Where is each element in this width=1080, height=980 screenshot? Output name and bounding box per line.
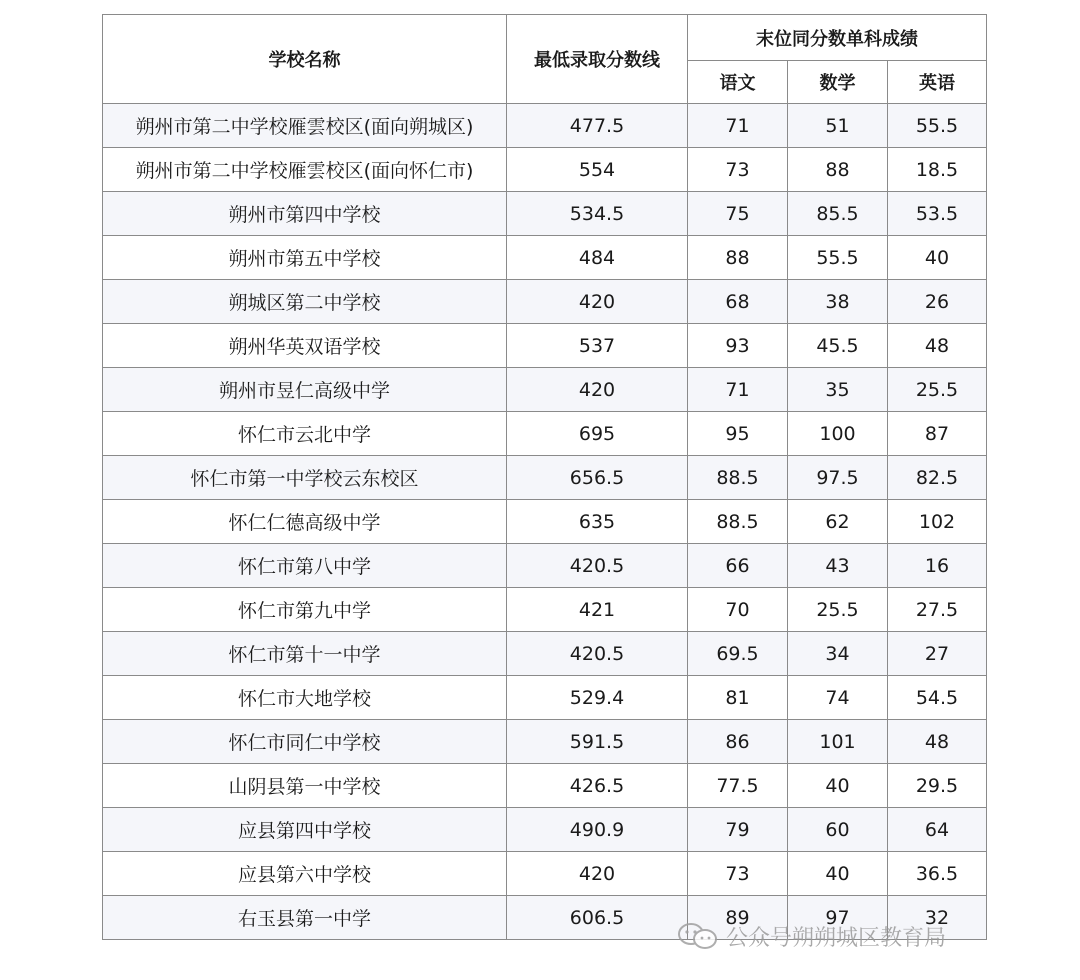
cell-min-score: 420 xyxy=(507,280,688,324)
cell-math: 34 xyxy=(788,632,888,676)
cell-math: 85.5 xyxy=(788,192,888,236)
table-row xyxy=(103,500,987,544)
cell-english: 25.5 xyxy=(888,368,987,412)
cell-min-score: 591.5 xyxy=(507,720,688,764)
cell-chinese: 89 xyxy=(688,896,788,940)
cell-min-score: 420.5 xyxy=(507,544,688,588)
cell-math: 62 xyxy=(788,500,888,544)
admission-score-table xyxy=(102,14,987,940)
cell-english: 36.5 xyxy=(888,852,987,896)
table-row xyxy=(103,632,987,676)
cell-school-name: 怀仁市同仁中学校 xyxy=(103,720,507,764)
cell-chinese: 66 xyxy=(688,544,788,588)
cell-chinese: 95 xyxy=(688,412,788,456)
cell-chinese: 73 xyxy=(688,852,788,896)
header-min-score: 最低录取分数线 xyxy=(507,15,688,104)
cell-math: 88 xyxy=(788,148,888,192)
cell-math: 101 xyxy=(788,720,888,764)
cell-min-score: 534.5 xyxy=(507,192,688,236)
table-row xyxy=(103,852,987,896)
table-row xyxy=(103,324,987,368)
header-tie-break-scores: 末位同分数单科成绩 xyxy=(688,15,987,61)
table-row xyxy=(103,676,987,720)
cell-min-score: 484 xyxy=(507,236,688,280)
table-row xyxy=(103,412,987,456)
cell-english: 18.5 xyxy=(888,148,987,192)
cell-min-score: 695 xyxy=(507,412,688,456)
cell-english: 32 xyxy=(888,896,987,940)
cell-min-score: 554 xyxy=(507,148,688,192)
cell-chinese: 88.5 xyxy=(688,456,788,500)
table-row xyxy=(103,456,987,500)
cell-chinese: 73 xyxy=(688,148,788,192)
cell-math: 97 xyxy=(788,896,888,940)
table-row xyxy=(103,764,987,808)
cell-math: 40 xyxy=(788,852,888,896)
cell-math: 43 xyxy=(788,544,888,588)
cell-english: 53.5 xyxy=(888,192,987,236)
cell-math: 40 xyxy=(788,764,888,808)
cell-english: 16 xyxy=(888,544,987,588)
cell-min-score: 635 xyxy=(507,500,688,544)
cell-min-score: 606.5 xyxy=(507,896,688,940)
cell-chinese: 86 xyxy=(688,720,788,764)
table-row xyxy=(103,280,987,324)
cell-chinese: 69.5 xyxy=(688,632,788,676)
header-school-name: 学校名称 xyxy=(103,15,507,104)
header-chinese: 语文 xyxy=(688,61,788,104)
cell-chinese: 70 xyxy=(688,588,788,632)
cell-english: 48 xyxy=(888,324,987,368)
cell-english: 82.5 xyxy=(888,456,987,500)
table-row xyxy=(103,588,987,632)
cell-math: 97.5 xyxy=(788,456,888,500)
cell-school-name: 怀仁市第八中学 xyxy=(103,544,507,588)
cell-school-name: 山阴县第一中学校 xyxy=(103,764,507,808)
table-row xyxy=(103,720,987,764)
cell-english: 48 xyxy=(888,720,987,764)
cell-school-name: 怀仁市大地学校 xyxy=(103,676,507,720)
cell-english: 55.5 xyxy=(888,104,987,148)
cell-chinese: 81 xyxy=(688,676,788,720)
cell-school-name: 应县第六中学校 xyxy=(103,852,507,896)
cell-chinese: 88 xyxy=(688,236,788,280)
table-row xyxy=(103,808,987,852)
cell-math: 51 xyxy=(788,104,888,148)
watermark xyxy=(676,918,946,954)
table-row xyxy=(103,236,987,280)
cell-min-score: 477.5 xyxy=(507,104,688,148)
cell-math: 74 xyxy=(788,676,888,720)
cell-chinese: 93 xyxy=(688,324,788,368)
cell-min-score: 421 xyxy=(507,588,688,632)
cell-chinese: 71 xyxy=(688,104,788,148)
table-row xyxy=(103,544,987,588)
cell-school-name: 朔州市第二中学校雁雲校区(面向朔城区) xyxy=(103,104,507,148)
cell-min-score: 420 xyxy=(507,368,688,412)
cell-school-name: 朔州市第五中学校 xyxy=(103,236,507,280)
cell-school-name: 朔城区第二中学校 xyxy=(103,280,507,324)
cell-english: 87 xyxy=(888,412,987,456)
cell-min-score: 490.9 xyxy=(507,808,688,852)
cell-min-score: 537 xyxy=(507,324,688,368)
watermark-text: 公众号朔朔城区教育局 xyxy=(726,925,947,951)
header-english: 英语 xyxy=(888,61,987,104)
cell-math: 25.5 xyxy=(788,588,888,632)
cell-english: 27 xyxy=(888,632,987,676)
cell-math: 45.5 xyxy=(788,324,888,368)
cell-school-name: 朔州市第四中学校 xyxy=(103,192,507,236)
cell-math: 55.5 xyxy=(788,236,888,280)
cell-chinese: 75 xyxy=(688,192,788,236)
cell-math: 60 xyxy=(788,808,888,852)
cell-english: 26 xyxy=(888,280,987,324)
cell-chinese: 79 xyxy=(688,808,788,852)
cell-math: 38 xyxy=(788,280,888,324)
cell-english: 54.5 xyxy=(888,676,987,720)
cell-school-name: 应县第四中学校 xyxy=(103,808,507,852)
header-math: 数学 xyxy=(788,61,888,104)
cell-school-name: 朔州市昱仁高级中学 xyxy=(103,368,507,412)
table-row xyxy=(103,148,987,192)
cell-english: 27.5 xyxy=(888,588,987,632)
cell-math: 100 xyxy=(788,412,888,456)
cell-english: 40 xyxy=(888,236,987,280)
cell-chinese: 71 xyxy=(688,368,788,412)
cell-chinese: 88.5 xyxy=(688,500,788,544)
cell-school-name: 怀仁市第十一中学 xyxy=(103,632,507,676)
table-row xyxy=(103,368,987,412)
table-row xyxy=(103,104,987,148)
cell-min-score: 529.4 xyxy=(507,676,688,720)
cell-school-name: 朔州华英双语学校 xyxy=(103,324,507,368)
cell-english: 29.5 xyxy=(888,764,987,808)
cell-english: 64 xyxy=(888,808,987,852)
cell-min-score: 656.5 xyxy=(507,456,688,500)
cell-min-score: 420 xyxy=(507,852,688,896)
cell-school-name: 怀仁仁德高级中学 xyxy=(103,500,507,544)
cell-chinese: 68 xyxy=(688,280,788,324)
cell-school-name: 怀仁市第九中学 xyxy=(103,588,507,632)
cell-math: 35 xyxy=(788,368,888,412)
cell-school-name: 怀仁市第一中学校云东校区 xyxy=(103,456,507,500)
cell-chinese: 77.5 xyxy=(688,764,788,808)
cell-min-score: 420.5 xyxy=(507,632,688,676)
wechat-official-account-icon xyxy=(676,922,720,950)
cell-min-score: 426.5 xyxy=(507,764,688,808)
cell-english: 102 xyxy=(888,500,987,544)
cell-school-name: 右玉县第一中学 xyxy=(103,896,507,940)
cell-school-name: 朔州市第二中学校雁雲校区(面向怀仁市) xyxy=(103,148,507,192)
table-row xyxy=(103,192,987,236)
cell-school-name: 怀仁市云北中学 xyxy=(103,412,507,456)
